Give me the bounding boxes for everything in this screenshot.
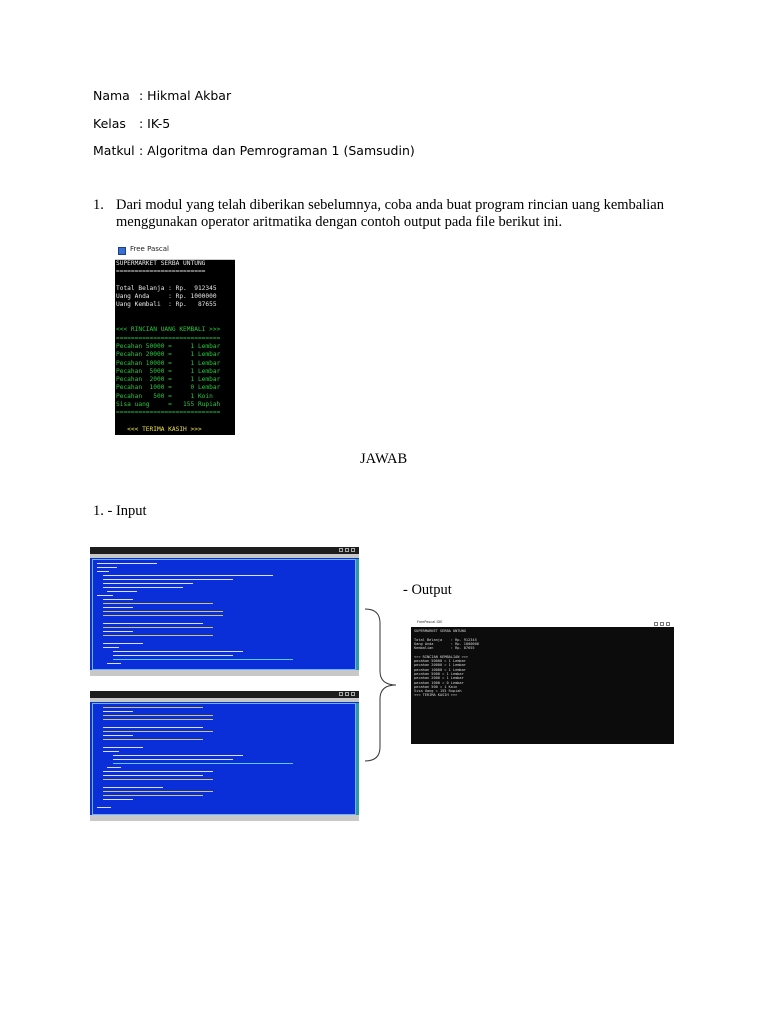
ide-scrollbar-2 bbox=[356, 703, 359, 815]
fp-output-line: Pecahan 5000 = 1 Lembar bbox=[116, 367, 221, 375]
fp-output-line: Uang Anda : Rp. 1000000 bbox=[116, 293, 217, 301]
terminal-output-line: Kembalian : Rp. 87655 bbox=[414, 646, 475, 651]
free-pascal-window bbox=[115, 243, 235, 435]
class-row bbox=[93, 116, 493, 132]
fp-output-line: <<< RINCIAN UANG KEMBALI >>> bbox=[116, 326, 221, 334]
terminal-title: FreePascal IDE bbox=[417, 620, 443, 624]
fp-output-line: Pecahan 20000 = 1 Lembar bbox=[116, 351, 221, 359]
fp-output-line: Pecahan 500 = 1 Koin bbox=[116, 392, 213, 400]
fp-output-line: SUPERMARKET SERBA UNTUNG bbox=[116, 260, 206, 267]
ide-menubar-1 bbox=[90, 554, 359, 558]
terminal-output-line: pecahan 50000 = 1 Lembar bbox=[414, 659, 466, 664]
fp-output-line: Uang Kembali : Rp. 87655 bbox=[116, 301, 217, 309]
course-value: : Algoritma dan Pemrograman 1 (Samsudin) bbox=[139, 143, 415, 158]
fp-output-line: Total Belanja : Rp. 912345 bbox=[116, 284, 217, 292]
terminal-output-line: pecahan 1000 = 0 Lembar bbox=[414, 680, 464, 685]
fp-output-line: Pecahan 50000 = 1 Lembar bbox=[116, 342, 221, 350]
terminal-output-line: <<< TERIMA KASIH >>> bbox=[414, 693, 458, 698]
maximize-icon bbox=[345, 548, 349, 552]
ide-statusbar-1 bbox=[90, 670, 359, 676]
fp-output-line: ============================ bbox=[116, 334, 221, 342]
name-value: : Hikmal Akbar bbox=[139, 88, 232, 103]
ide-editor-2 bbox=[92, 703, 356, 815]
free-pascal-titlebar bbox=[115, 243, 235, 260]
fp-output-line bbox=[115, 277, 235, 285]
terminal-output-line: Total Belanja : Rp. 912345 bbox=[414, 637, 477, 642]
fp-output-line: Pecahan 10000 = 1 Lembar bbox=[116, 359, 221, 367]
question-number: 1. bbox=[93, 197, 104, 213]
free-pascal-title: Free Pascal bbox=[130, 245, 170, 253]
free-pascal-output bbox=[115, 260, 235, 434]
class-label: Kelas bbox=[93, 116, 126, 131]
fp-output-line: ============================ bbox=[116, 409, 221, 417]
terminal-output bbox=[411, 629, 674, 698]
ide-titlebar-2 bbox=[90, 691, 359, 698]
fp-output-line: ======================== bbox=[116, 268, 206, 276]
question-line-2: menggunakan operator aritmatika dengan contoh output pada file berikut ini. bbox=[116, 214, 563, 230]
terminal-output-line: Sisa Uang = 155 Rupiah bbox=[414, 689, 462, 694]
ide-menubar-2 bbox=[90, 698, 359, 702]
name-label: Nama bbox=[93, 88, 130, 103]
ide-statusbar-2 bbox=[90, 815, 359, 821]
close-icon bbox=[351, 548, 355, 552]
answer-title: JAWAB bbox=[360, 451, 408, 467]
terminal-titlebar bbox=[411, 620, 674, 627]
terminal-output-line: pecahan 10000 = 1 Lembar bbox=[414, 667, 466, 672]
ide-screenshot-2 bbox=[90, 691, 359, 821]
fp-output-line: Sisa uang = 155 Rupiah bbox=[116, 401, 221, 409]
question bbox=[93, 197, 673, 237]
output-terminal bbox=[411, 620, 674, 744]
close-icon bbox=[351, 692, 355, 696]
terminal-output-line: <<< RINCIAN KEMBALIAN >>> bbox=[414, 654, 469, 659]
ide-editor-1 bbox=[92, 559, 356, 670]
maximize-icon bbox=[660, 622, 664, 626]
terminal-output-line: Uang Anda : Rp. 1000000 bbox=[414, 641, 479, 646]
terminal-output-line: pecahan 5000 = 1 Lembar bbox=[414, 671, 464, 676]
minimize-icon bbox=[339, 692, 343, 696]
terminal-output-line: pecahan 20000 = 1 Lembar bbox=[414, 663, 466, 668]
fp-output-line bbox=[115, 310, 235, 318]
fp-output-line bbox=[115, 318, 235, 326]
fp-output-line: Pecahan 1000 = 0 Lembar bbox=[116, 384, 221, 392]
terminal-output-line: SUPERMARKET SERBA UNTUNG bbox=[414, 629, 466, 633]
fp-output-line bbox=[115, 418, 235, 426]
minimize-icon bbox=[654, 622, 658, 626]
maximize-icon bbox=[345, 692, 349, 696]
bracket-connector bbox=[362, 605, 402, 765]
fp-output-line: Pecahan 2000 = 1 Lembar bbox=[116, 376, 221, 384]
student-info bbox=[93, 88, 493, 168]
terminal-output-line: pecahan 500 = 1 Koin bbox=[414, 684, 458, 689]
close-icon bbox=[666, 622, 670, 626]
free-pascal-icon bbox=[118, 247, 126, 255]
input-label: 1. - Input bbox=[93, 503, 147, 519]
question-line-1: Dari modul yang telah diberikan sebelumnya, coba anda buat program rincian uang kembalian bbox=[116, 197, 664, 213]
course-row bbox=[93, 143, 493, 159]
minimize-icon bbox=[339, 548, 343, 552]
fp-output-line: <<< TERIMA KASIH >>> bbox=[116, 425, 202, 433]
class-value: : IK-5 bbox=[139, 116, 171, 131]
name-row bbox=[93, 88, 493, 104]
course-label: Matkul bbox=[93, 143, 135, 158]
output-label: - Output bbox=[403, 582, 452, 598]
ide-scrollbar-1 bbox=[356, 559, 359, 670]
ide-titlebar-1 bbox=[90, 547, 359, 554]
ide-screenshot-1 bbox=[90, 547, 359, 676]
terminal-output-line: pecahan 2000 = 1 Lembar bbox=[414, 676, 464, 681]
